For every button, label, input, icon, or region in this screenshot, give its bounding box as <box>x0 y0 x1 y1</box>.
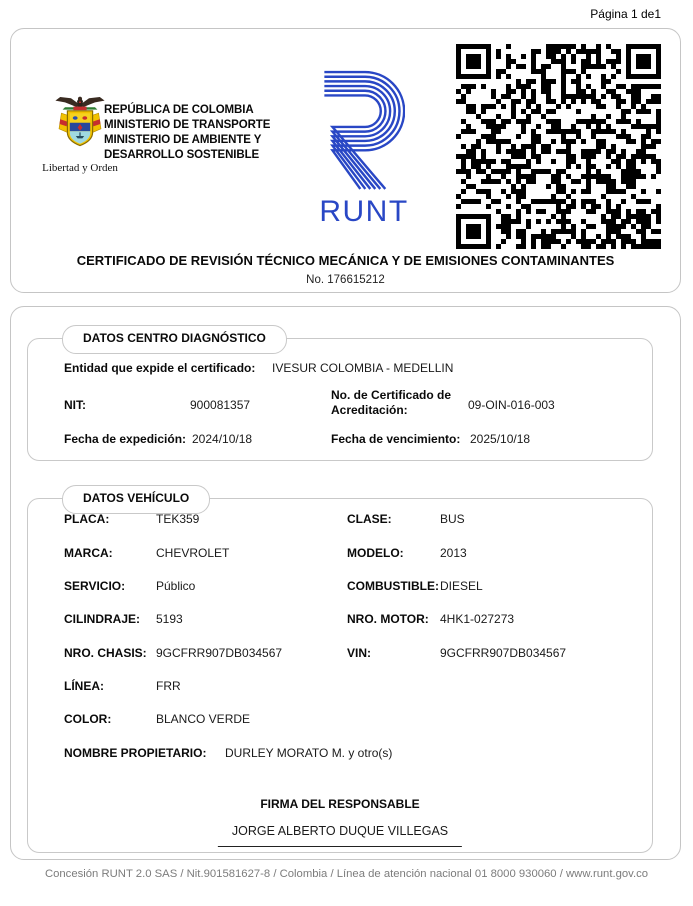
ministry-line: REPÚBLICA DE COLOMBIA <box>104 104 254 116</box>
vencimiento-value: 2025/10/18 <box>470 432 531 446</box>
main-box <box>10 306 681 860</box>
motor-label: NRO. MOTOR: <box>347 612 429 626</box>
cilindraje-label: CILINDRAJE: <box>64 612 141 626</box>
firma-responsable-label: FIRMA DEL RESPONSABLE <box>260 797 420 811</box>
footer-text: Concesión RUNT 2.0 SAS / Nit.901581627-8 / Colombia / Línea de atención nacional 01 8000 930060 / www.runt.gov.co <box>44 868 649 880</box>
runt-r-stripes-icon <box>314 69 414 193</box>
entidad-value: IVESUR COLOMBIA - MEDELLIN <box>272 361 454 375</box>
nit-label: NIT: <box>64 398 86 412</box>
clase-value: BUS <box>440 512 465 526</box>
acreditacion-value: 09-OIN-016-003 <box>468 398 555 412</box>
chasis-label: NRO. CHASIS: <box>64 646 147 660</box>
firma-name-wrap <box>218 822 462 847</box>
linea-value: FRR <box>156 679 181 693</box>
color-label: COLOR: <box>64 712 112 726</box>
section-legend-centro: DATOS CENTRO DIAGNÓSTICO <box>62 325 287 354</box>
page-number: Página 1 de1 <box>590 7 661 21</box>
propietario-label: NOMBRE PROPIETARIO: <box>64 746 207 760</box>
expedicion-value: 2024/10/18 <box>192 432 253 446</box>
section-datos-centro-diagnostico <box>27 331 653 461</box>
vin-label: VIN: <box>347 646 371 660</box>
marca-label: MARCA: <box>64 546 113 560</box>
servicio-label: SERVICIO: <box>64 579 126 593</box>
qr-code <box>456 44 661 249</box>
placa-label: PLACA: <box>64 512 110 526</box>
section-legend-vehiculo: DATOS VEHÍCULO <box>62 485 210 514</box>
runt-logo-text: RUNT <box>319 195 409 228</box>
combustible-label: COMBUSTIBLE: <box>347 579 439 593</box>
linea-label: LÍNEA: <box>64 679 104 693</box>
ministry-line: DESARROLLO SOSTENIBLE <box>104 149 260 161</box>
color-value: BLANCO VERDE <box>156 712 251 726</box>
placa-value: TEK359 <box>156 512 200 526</box>
ministry-line: MINISTERIO DE TRANSPORTE <box>104 119 271 131</box>
expedicion-label: Fecha de expedición: <box>64 432 187 446</box>
clase-label: CLASE: <box>347 512 392 526</box>
firma-responsable-nombre: JORGE ALBERTO DUQUE VILLEGAS <box>218 824 462 847</box>
coat-motto: Libertad y Orden <box>42 162 118 174</box>
certificate-title: CERTIFICADO DE REVISIÓN TÉCNICO MECÁNICA Y DE EMISIONES CONTAMINANTES <box>76 253 615 268</box>
ministry-line: MINISTERIO DE AMBIENTE Y <box>104 134 262 146</box>
section-datos-vehiculo <box>27 491 653 853</box>
modelo-value: 2013 <box>440 546 467 560</box>
servicio-value: Público <box>156 579 196 593</box>
nit-value: 900081357 <box>190 398 251 412</box>
chasis-value: 9GCFRR907DB034567 <box>156 646 283 660</box>
vin-value: 9GCFRR907DB034567 <box>440 646 567 660</box>
motor-value: 4HK1-027273 <box>440 612 515 626</box>
entidad-label: Entidad que expide el certificado: <box>64 361 256 375</box>
modelo-label: MODELO: <box>347 546 404 560</box>
acreditacion-label: No. de Certificado de Acreditación: <box>331 388 452 417</box>
cilindraje-value: 5193 <box>156 612 183 626</box>
runt-logo <box>314 69 414 229</box>
marca-value: CHEVROLET <box>156 546 230 560</box>
qr-code-icon <box>456 44 661 249</box>
vencimiento-label: Fecha de vencimiento: <box>331 432 461 446</box>
combustible-value: DIESEL <box>440 579 483 593</box>
header-box <box>10 28 681 293</box>
certificate-number: No. 176615212 <box>306 274 385 286</box>
ministry-text <box>104 103 270 163</box>
propietario-value: DURLEY MORATO M. y otro(s) <box>225 746 393 760</box>
